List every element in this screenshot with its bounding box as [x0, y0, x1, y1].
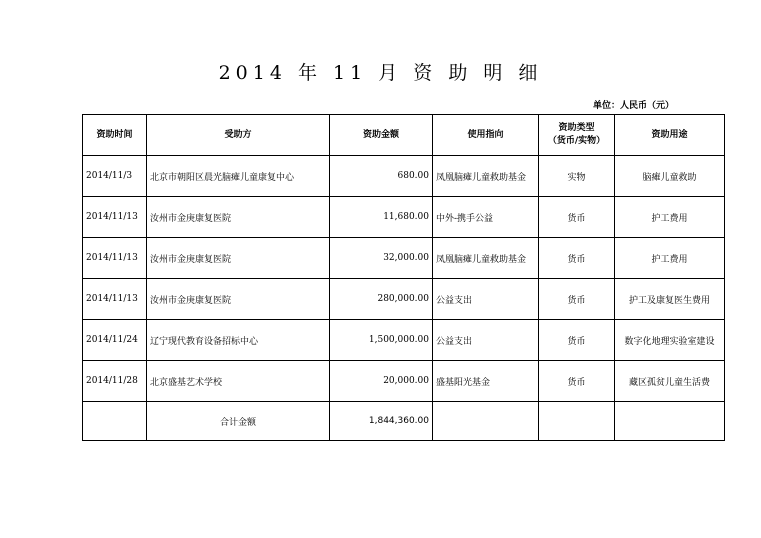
table-row — [83, 320, 725, 361]
cell-type: 货币 — [539, 279, 615, 320]
cell-empty — [539, 402, 615, 441]
header-purpose: 资助用途 — [615, 115, 725, 156]
table-row — [83, 156, 725, 197]
table-row — [83, 197, 725, 238]
cell-recipient: 辽宁现代教育设备招标中心 — [147, 320, 330, 361]
total-row — [83, 402, 725, 441]
cell-date: 2014/11/13 — [83, 238, 147, 279]
cell-direction: 中外-携手公益 — [433, 197, 539, 238]
total-label: 合计金额 — [147, 402, 330, 441]
header-direction: 使用指向 — [433, 115, 539, 156]
cell-date: 2014/11/13 — [83, 197, 147, 238]
cell-amount: 680.00 — [330, 156, 433, 197]
cell-recipient: 汝州市金庚康复医院 — [147, 279, 330, 320]
cell-date: 2014/11/3 — [83, 156, 147, 197]
cell-direction: 凤凰脑瘫儿童救助基金 — [433, 238, 539, 279]
cell-date: 2014/11/13 — [83, 279, 147, 320]
cell-type: 货币 — [539, 320, 615, 361]
cell-direction: 凤凰脑瘫儿童救助基金 — [433, 156, 539, 197]
cell-recipient: 汝州市金庚康复医院 — [147, 197, 330, 238]
cell-amount: 11,680.00 — [330, 197, 433, 238]
donation-details-table — [82, 114, 725, 441]
cell-purpose: 数字化地理实验室建设 — [615, 320, 725, 361]
cell-purpose: 护工费用 — [615, 197, 725, 238]
header-date: 资助时间 — [83, 115, 147, 156]
cell-type: 实物 — [539, 156, 615, 197]
cell-purpose: 护工费用 — [615, 238, 725, 279]
cell-amount: 280,000.00 — [330, 279, 433, 320]
cell-purpose: 护工及康复医生费用 — [615, 279, 725, 320]
page-title: 2014 年 11 月 资 助 明 细 — [218, 62, 543, 84]
table-row — [83, 361, 725, 402]
total-amount: 1,844,360.00 — [330, 402, 433, 441]
cell-recipient: 北京盛基艺术学校 — [147, 361, 330, 402]
cell-amount: 1,500,000.00 — [330, 320, 433, 361]
currency-unit-label: 单位：人民币（元） — [592, 101, 674, 111]
header-amount: 资助金额 — [330, 115, 433, 156]
header-type: 资助类型 （货币/实物） — [539, 115, 615, 156]
cell-empty — [433, 402, 539, 441]
cell-recipient: 汝州市金庚康复医院 — [147, 238, 330, 279]
cell-direction: 公益支出 — [433, 320, 539, 361]
cell-purpose: 脑瘫儿童救助 — [615, 156, 725, 197]
cell-date: 2014/11/24 — [83, 320, 147, 361]
table-row — [83, 279, 725, 320]
cell-type: 货币 — [539, 197, 615, 238]
cell-amount: 32,000.00 — [330, 238, 433, 279]
cell-direction: 公益支出 — [433, 279, 539, 320]
cell-type: 货币 — [539, 361, 615, 402]
header-recipient: 受助方 — [147, 115, 330, 156]
table-header-row — [83, 115, 725, 156]
cell-type: 货币 — [539, 238, 615, 279]
cell-direction: 盛基阳光基金 — [433, 361, 539, 402]
table-row — [83, 238, 725, 279]
cell-empty — [83, 402, 147, 441]
cell-recipient: 北京市朝阳区晨光脑瘫儿童康复中心 — [147, 156, 330, 197]
cell-empty — [615, 402, 725, 441]
cell-amount: 20,000.00 — [330, 361, 433, 402]
cell-purpose: 藏区孤贫儿童生活费 — [615, 361, 725, 402]
cell-date: 2014/11/28 — [83, 361, 147, 402]
